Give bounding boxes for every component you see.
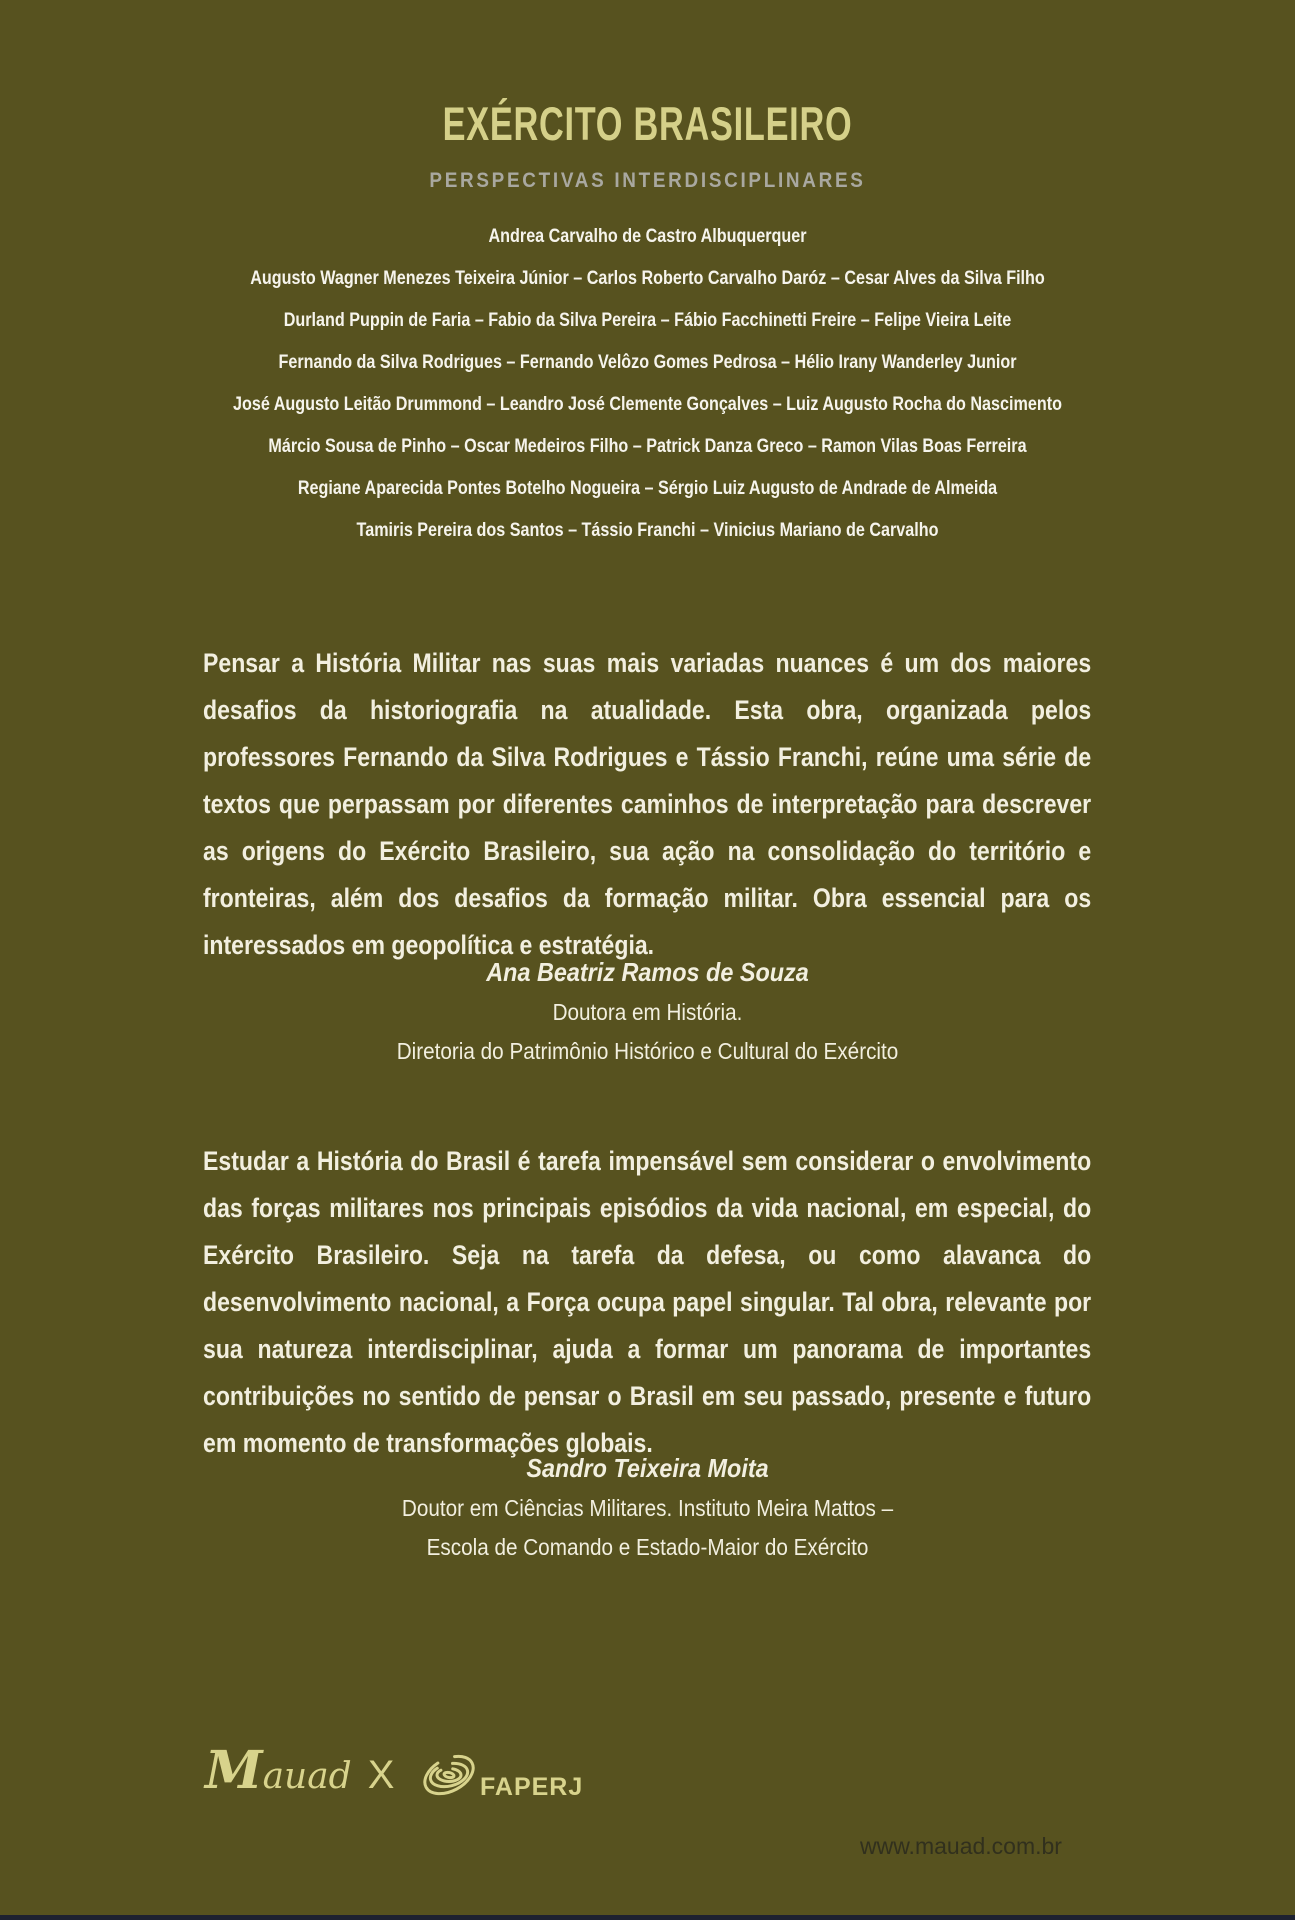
author-line: Fernando da Silva Rodrigues – Fernando Velôzo Gomes Pedrosa – Hélio Irany Wanderley Junior [278,352,1017,373]
bottom-edge-strip [0,1915,1295,1920]
faperj-logo [420,1748,583,1807]
author-line: Augusto Wagner Menezes Teixeira Júnior – Carlos Roberto Carvalho Daróz – Cesar Alves da Silva Filho [250,268,1045,289]
mauad-logo-initial: M [205,1740,263,1801]
endorser-name: Sandro Teixeira Moita [526,1453,769,1483]
book-subtitle: PERSPECTIVAS INTERDISCIPLINARES [429,169,866,192]
endorsement-attribution-1 [65,951,1231,1071]
endorsement-quote-2: Estudar a História do Brasil é tarefa impensável sem considerar o envolvimento das forças militares nos principais episódios da vida nacional, em especial, do Exército Brasileiro. Seja na tarefa da defesa, ou como alavanca do desenvolvimento nacional, a Força ocupa papel singular. Tal obra, relevante por sua natureza interdisciplinar, ajuda a formar um panorama de importantes contribuições no sentido de pensar o Brasil em seu passado, presente e futuro em momento de transformações globais. [203,1146,1092,1458]
publisher-website-url: www.mauad.com.br [860,1833,1062,1859]
faperj-spiral-icon [420,1748,478,1807]
mauad-publisher-logo [205,1740,394,1801]
author-line: Márcio Sousa de Pinho – Oscar Medeiros Filho – Patrick Danza Greco – Ramon Vilas Boas Ferreira [268,436,1027,457]
author-line: Andrea Carvalho de Castro Albuquerquer [488,226,807,247]
mauad-x-label: X [367,1753,395,1797]
author-line: José Augusto Leitão Drummond – Leandro José Clemente Gonçalves – Luiz Augusto Rocha do Nascimento [233,394,1062,415]
book-title: EXÉRCITO BRASILEIRO [442,97,853,150]
endorser-credential: Diretoria do Patrimônio Histórico e Cultural do Exército [396,1038,899,1064]
author-line: Durland Puppin de Faria – Fabio da Silva Pereira – Fábio Facchinetti Freire – Felipe Vieira Leite [283,310,1012,331]
mauad-logo-text: auad [262,1756,352,1797]
author-list [97,216,1198,552]
endorser-credential: Doutor em Ciências Militares. Instituto Meira Mattos – [401,1495,894,1521]
faperj-logo-text: FAPERJ [480,1773,584,1801]
endorser-name: Ana Beatriz Ramos de Souza [486,957,809,987]
endorser-credential: Escola de Comando e Estado-Maior do Exército [426,1534,869,1560]
author-line: Tamiris Pereira dos Santos – Tássio Franchi – Vinicius Mariano de Carvalho [356,520,939,541]
endorsement-attribution-2 [65,1447,1231,1567]
endorsement-quote-1: Pensar a História Militar nas suas mais variadas nuances é um dos maiores desafios da historiografia na atualidade. Esta obra, organizada pelos professores Fernando da Silva Rodrigues e Tássio Franchi, reúne uma série de textos que perpassam por diferentes caminhos de interpretação para descrever as origens do Exército Brasileiro, sua ação na consolidação do território e fronteiras, além dos desafios da formação militar. Obra essencial para os interessados em geopolítica e estratégia. [203,648,1092,960]
author-line: Regiane Aparecida Pontes Botelho Nogueira – Sérgio Luiz Augusto de Andrade de Almeida [297,478,998,499]
endorser-credential: Doutora em História. [552,999,743,1025]
